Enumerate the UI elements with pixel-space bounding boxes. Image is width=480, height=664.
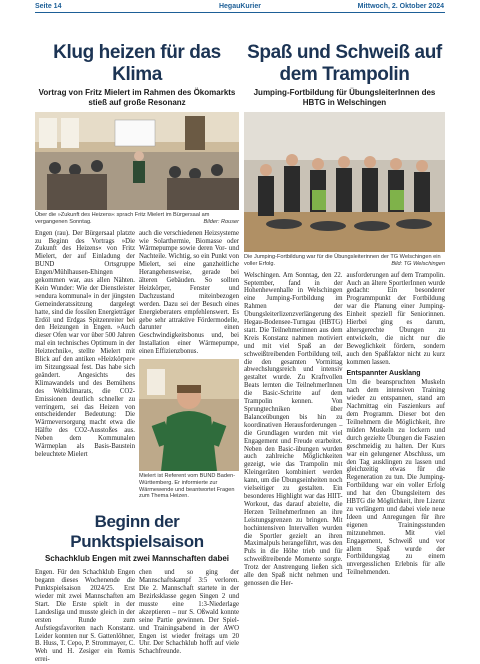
article-title-trampoline: Spaß und Schweiß auf dem Trampolin xyxy=(247,42,442,85)
paper-name: HegauKurier xyxy=(218,3,261,10)
photo-credit-trampoline: Bild: TG Welschingen xyxy=(391,260,445,267)
lecture-hall-image xyxy=(35,112,239,210)
article-title-heating: Klug heizen für das Klima xyxy=(53,42,221,85)
caption-text-trampoline: Die Jumping-Fortbildung war für die Übungsleiterinnen der TG Welschingen ein voller Erfolg. xyxy=(244,254,441,267)
caption-text-heating: Über die »Zukunft des Heizens« sprach Fritz Mielert im Bürgersaal am vergangenen Sonntag. xyxy=(35,212,210,225)
trampoline-text-col2b: Um die beanspruchten Muskeln nach dem intensiven Training wieder zu entspannen, stand am Nachmittag ein Faszienkurs auf dem Programm. Dieser bot den Teilnehmern die Möglichkeit, ihre müden Muskeln zu lockern und durch gezielte Übungen die Faszien geschmeidig zu halten. Der Kurs war ein gelungener Abschluss, um den Tag ausklingen zu lassen und gleichzeitig etwas für die Regeneration zu tun. Die Jumping-Fortbildung war ein voller Erfolg und hat den Übungsleitern des HBTG die Möglichkeit, ihre Lizenz zu verlängern und dabei viele neue Ideen und Anregungen für ihre eigenen Trainingsstunden mitzunehmen. Mit viel Engagement, Schweiß und vor allem Spaß wurde der Fortbildungstag zu einem unvergesslichen Erlebnis für alle Teilnehmenden. xyxy=(346,379,445,577)
chess-text-col2: chen und so ging der Mannschaftskampf 3:5 verloren. Die 2. Mannschaft startete in der Bezirksklasse gegen Singen 2 und musste eine 1:3-Niederlage akzeptieren – nur S. Oßwald konnte seine Partie gewinnen. Der Spiel- und Trainingsabend in der AWO Engen ist wieder freitags um 20 Uhr. Der Schachklub hofft auf viele Schachfreunde. xyxy=(139,569,239,656)
article-body-heating xyxy=(35,230,239,501)
photo-caption-speaker: Mielert ist Referent vom BUND Baden-Württemberg. Er informierte zur Wärmewende und beantwortet Fragen zum Thema Heizen. xyxy=(139,473,236,500)
photo-lecture-hall xyxy=(35,112,239,210)
photo-credit-heating: Bilder: Rouser xyxy=(203,218,239,225)
issue-date: Mittwoch, 2. Oktober 2024 xyxy=(357,3,444,10)
trampoline-col2-wrap xyxy=(347,272,446,588)
article-title-chess: Beginn der Punktspielsaison xyxy=(70,512,204,552)
page-header xyxy=(0,0,480,14)
speaker-image xyxy=(139,359,239,471)
photo-trampoline-group xyxy=(244,112,445,252)
article-body-trampoline xyxy=(244,272,445,588)
trampoline-text-col2a: ausforderungen auf dem Trampolin. Auch an ältere SportlerInnen wurde gedacht: Ein besonderer Programmpunkt der Fortbildung war die Planung einer Jumping-Einheit speziell für Seniorinnen. Hierbei ging es darum, altersgerechte Übungen zu entwickeln, die nicht nur die Beweglichkeit fördern, sondern auch den Spaßfaktor nicht zu kurz kommen lassen. xyxy=(346,271,445,366)
subheading-relax: Entspannter Ausklang xyxy=(346,370,421,378)
article-body-chess xyxy=(35,569,239,664)
article-subtitle-chess: Schachklub Engen mit zwei Mannschaften dabei xyxy=(44,554,230,564)
trampoline-group-image xyxy=(244,112,445,252)
heating-col2-wrap xyxy=(139,230,239,501)
right-column xyxy=(244,14,445,588)
header-rule xyxy=(35,12,445,13)
page-number: Seite 14 xyxy=(35,3,62,10)
article-subtitle-heating: Vortrag von Fritz Mielert im Rahmen des Ökomarkts stieß auf große Resonanz xyxy=(38,88,236,107)
photo-speaker xyxy=(139,359,239,471)
photo-caption-heating xyxy=(35,212,239,226)
photo-caption-trampoline xyxy=(244,254,445,268)
heating-text-col1: Engen (rau). Der Bürgersaal platzte zu Beginn des Vortrags »Die Zukunft des Heizens« von Fritz Mielert, der auf Einladung der BUND Ortsgruppe Engen/Mühlhausen-Ehingen gekommen war, aus allen Nähten. Kein Wunder: Wie der Dienstleister »endura kommunal« in der jüngsten Gemeinderatssitzung dargelegt hatte, sind die fossilen Energieträger Erdöl und Erdgas Spitzenreiter bei den Heizungen in Engen. »Auch dieser Ofen war vor über 500 Jahren mal ein technisches Optimum in der Heiztechnik«, stellte Mielert mit Blick auf den antiken »Heizkörper« im Sitzungssaal fest. Das habe sich geändert. Angesichts des Klimawandels und des Bemühens des Weltklimarats, die CO2-Emissionen deutlich schneller zu verringern, sei das Heizen von entscheidender Bedeutung: Die Wärmeversorgung macht etwa die Hälfte des CO2-Ausstoßes aus. Neben dem Kommunalen Wärmeplan als Basis-Baustein beleuchtete Mielert xyxy=(35,229,135,458)
heating-text-col2: auch die verschiedenen Heizsysteme wie Solarthermie, Biomasse oder Wärmepumpe sowie deren Vor- und Nachteile. Wichtig, so ein Punkt von Mielert, sei eine ganzheitliche Herangehensweise, gerade bei älteren Gebäuden. So sollten Heizkörper, Fenster und Dachzustand miteinbezogen werden. Dazu sei der Besuch eines Energieberaters empfehlenswert. Es gebe sehr attraktive Fördermodelle, darunter einen Geschwindigkeitsbonus und, bei Installation einer Wärmepumpe, einen Effizienzbonus. xyxy=(139,229,239,356)
left-column xyxy=(35,14,239,664)
article-subtitle-trampoline: Jumping-Fortbildung für ÜbungsleiterInnen des HBTG in Welschingen xyxy=(253,88,436,107)
chess-text-col1: Engen. Für den Schachklub Engen begann dieses Wochenende die Punktspielsaison 2024/25. Erst wieder mit zwei Mannschaften am Start. Die Erste spielt in der Landesliga und musste gleich in der ersten Runde zum Aufstiegsfavoriten nach Konstanz. Leider konnten nur S. Gattenlöhner, B. Huss, T. Cepo, P. Strommayer, C. Weh und H. Zesiger ein Remis errei- xyxy=(35,569,135,664)
trampoline-text-col1: Welschingen. Am Sonntag, den 22. September, fand in der Hohenhewenhalle in Welschingen eine Jumping-Fortbildung im Rahmen der Übungsleiterlizenzverlängerung des Hegau-Bodensee-Turngau (HBTG) statt. Die Teilnehmerinnen aus dem Kreis Konstanz nahmen motiviert und mit viel Spaß an der schweißtreibenden Fortbildung teil, die den gesamten Vormittag abwechslungsreich und intensiv gestaltet wurde. Zu Kraftvollen Beats lernten die TeilnehmerInnen die Basic-Schritte auf dem Trampolin kennen. Von Sprungtechniken über Balanceübungen bis hin zu koordinativen Herausforderungen – die Grundlagen wurden mit viel Engagement und Freude erarbeitet. Neben den Basic-übungen wurden auch zahlreiche Möglichkeiten gezeigt, wie das Trampolin mit Kleingeräten kombiniert werden kann, um die Übungseinheiten noch vielseitiger zu gestalten. Ein besonderes Highlight war das HIIT-Workout, das darauf abzielte, die Herzen TeilnehmerInnen an ihre Leistungsgrenzen zu bringen. Mit hochintensiven Intervallen wurden die Sportler gezielt an ihren Maximalpuls herangeführt, was den Puls in die Höhe trieb und für schweißtreibende Momente sorgte. Trotz der Anstrengung ließen sich alle den Spaß nicht nehmen und genossen die Her- xyxy=(244,271,343,587)
